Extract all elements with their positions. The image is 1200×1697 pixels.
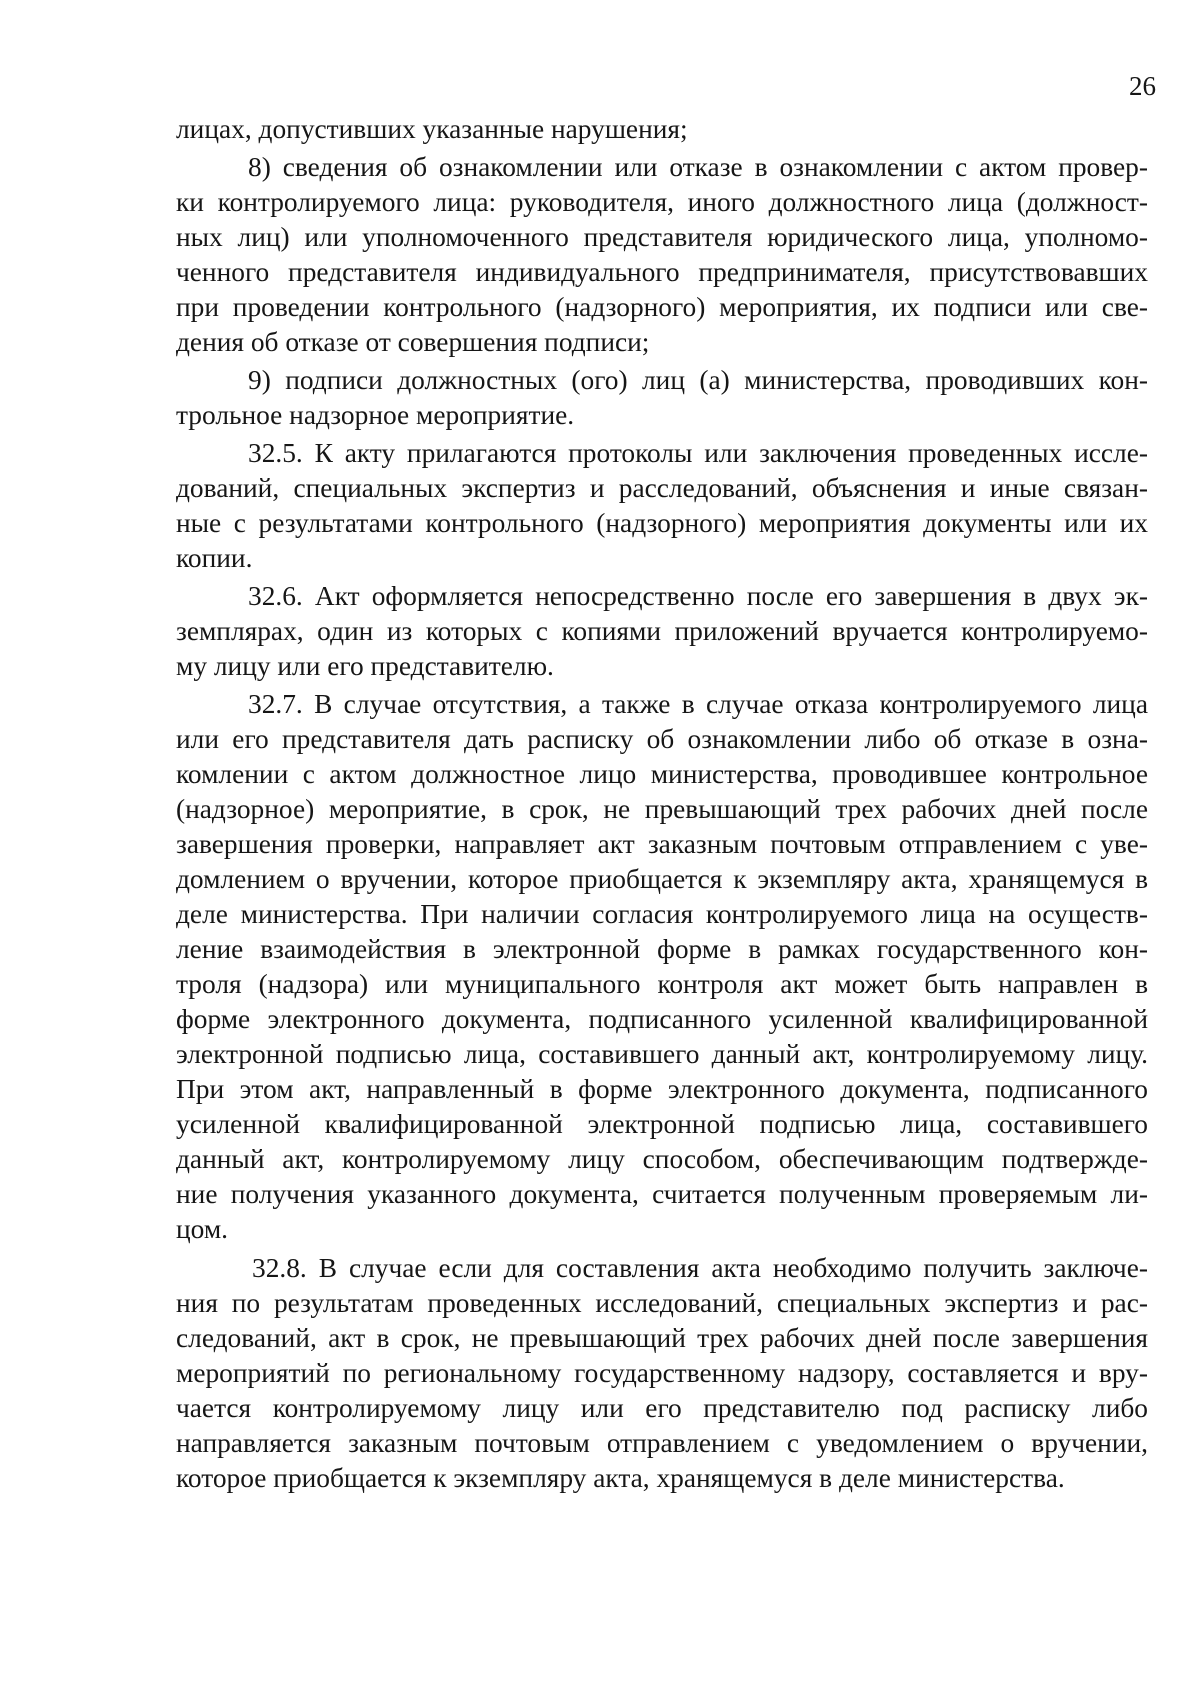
document-body (176, 112, 1148, 1496)
text-line: мероприятий по региональному государственному надзору, составляется и вру- (176, 1358, 1148, 1388)
text-line: 32.5. К акту прилагаются протоколы или заключения проведенных иссле- (248, 438, 1148, 468)
text-line: ление взаимодействия в электронной форме в рамках государственного кон- (176, 934, 1148, 964)
text-line: лицах, допустивших указанные нарушения; (176, 114, 688, 144)
text-line: следований, акт в срок, не превышающий трех рабочих дней после завершения (176, 1323, 1148, 1353)
text-line: направляется заказным почтовым отправлением с уведомлением о вручении, (176, 1428, 1148, 1458)
text-line: при проведении контрольного (надзорного) мероприятия, их подписи или све- (176, 292, 1148, 322)
text-line: 8) сведения об ознакомлении или отказе в ознакомлении с актом провер- (248, 152, 1148, 182)
text-line: ние получения указанного документа, считается полученным проверяемым ли- (176, 1179, 1148, 1209)
text-line: ки контролируемого лица: руководителя, иного должностного лица (должност- (176, 187, 1148, 217)
text-line: (надзорное) мероприятие, в срок, не превышающий трех рабочих дней после (176, 794, 1148, 824)
text-line: земплярах, один из которых с копиями приложений вручается контролируемо- (176, 616, 1148, 646)
text-line: домлением о вручении, которое приобщается к экземпляру акта, хранящемуся в (176, 864, 1148, 894)
text-line: троля (надзора) или муниципального контроля акт может быть направлен в (176, 969, 1148, 999)
text-line: усиленной квалифицированной электронной подписью лица, составившего (176, 1109, 1148, 1139)
text-line: цом. (176, 1214, 229, 1244)
text-line: ные с результатами контрольного (надзорного) мероприятия документы или их (176, 508, 1148, 538)
paragraph-32-5 (176, 436, 1148, 576)
text-line: форме электронного документа, подписанного усиленной квалифицированной (176, 1004, 1148, 1034)
text-line: му лицу или его представителю. (176, 651, 554, 681)
paragraph-32-8 (176, 1251, 1148, 1496)
text-line: которое приобщается к экземпляру акта, хранящемуся в деле министерства. (176, 1463, 1065, 1493)
text-line: завершения проверки, направляет акт заказным почтовым отправлением с уве- (176, 829, 1148, 859)
text-line: 32.6. Акт оформляется непосредственно после его завершения в двух эк- (248, 581, 1148, 611)
text-line: дения об отказе от совершения подписи; (176, 327, 650, 357)
text-line: ния по результатам проведенных исследований, специальных экспертиз и рас- (176, 1288, 1148, 1318)
text-line: или его представителя дать расписку об ознакомлении либо об отказе в озна- (176, 724, 1148, 754)
text-line: ных лиц) или уполномоченного представителя юридического лица, уполномо- (176, 222, 1148, 252)
paragraph-32-6 (176, 579, 1148, 684)
paragraph-item-8 (176, 150, 1148, 360)
text-line: копии. (176, 543, 253, 573)
paragraph-item-9 (176, 363, 1148, 433)
page-number: 26 (1129, 71, 1156, 101)
text-line: трольное надзорное мероприятие. (176, 400, 575, 430)
paragraph-continuation (176, 112, 1148, 147)
text-line: При этом акт, направленный в форме электронного документа, подписанного (176, 1074, 1148, 1104)
text-line: чается контролируемому лицу или его представителю под расписку либо (176, 1393, 1148, 1423)
text-line: комлении с актом должностное лицо министерства, проводившее контрольное (176, 759, 1148, 789)
text-line: электронной подписью лица, составившего данный акт, контролируемому лицу. (176, 1039, 1148, 1069)
paragraph-32-7 (176, 687, 1148, 1247)
text-line: 32.8. В случае если для составления акта необходимо получить заключе- (252, 1253, 1148, 1283)
text-line: деле министерства. При наличии согласия контролируемого лица на осуществ- (176, 899, 1148, 929)
text-line: 9) подписи должностных (ого) лиц (а) министерства, проводивших кон- (248, 365, 1148, 395)
text-line: 32.7. В случае отсутствия, а также в случае отказа контролируемого лица (248, 689, 1148, 719)
text-line: данный акт, контролируемому лицу способом, обеспечивающим подтвержде- (176, 1144, 1148, 1174)
text-line: ченного представителя индивидуального предпринимателя, присутствовавших (176, 257, 1148, 287)
text-line: дований, специальных экспертиз и расследований, объяснения и иные связан- (176, 473, 1148, 503)
